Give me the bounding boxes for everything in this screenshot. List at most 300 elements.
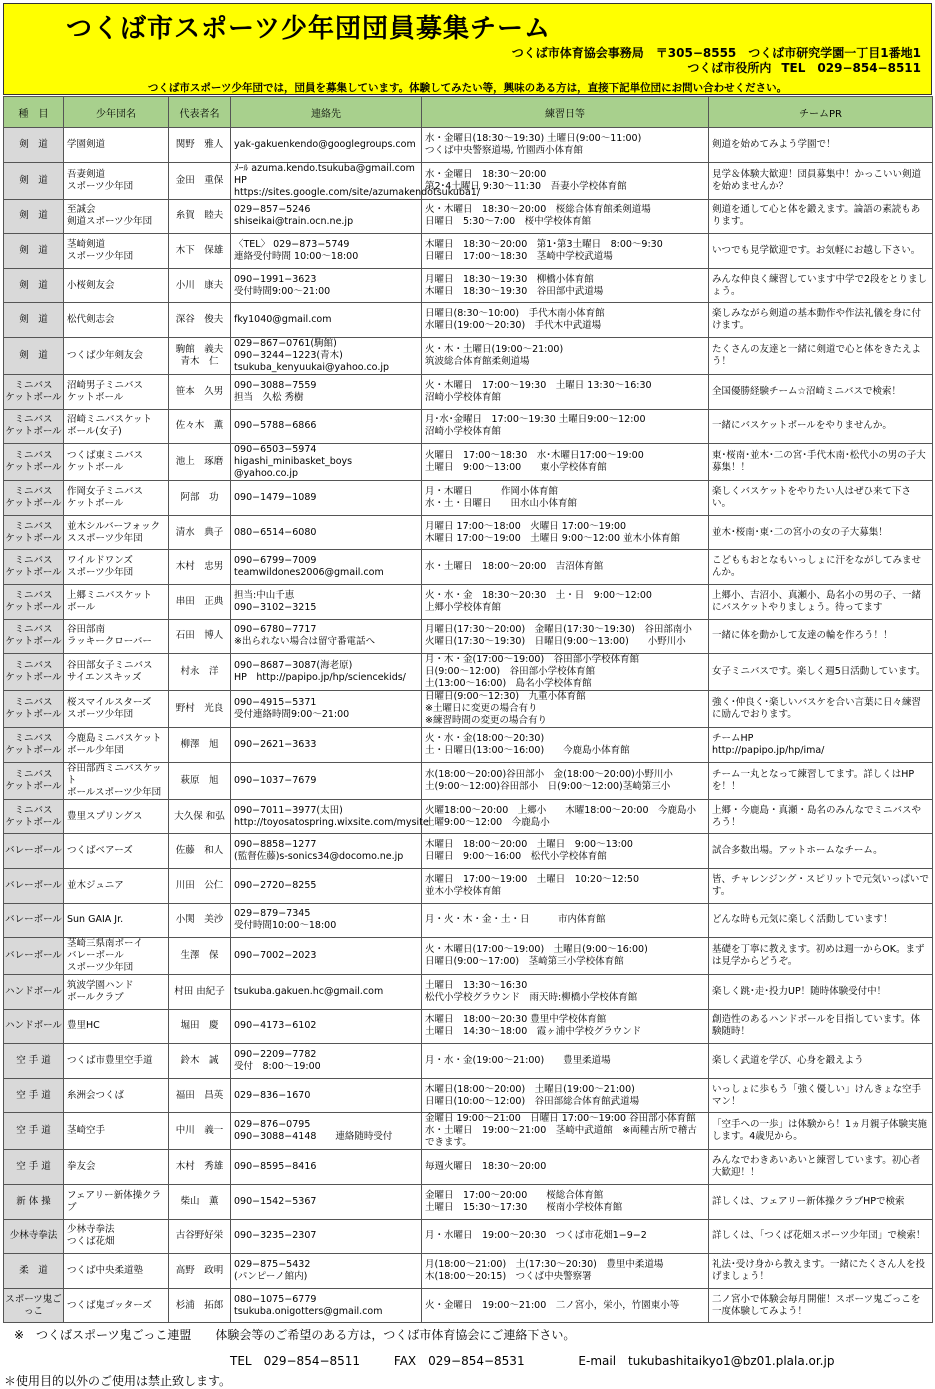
cell-practice bbox=[422, 938, 709, 975]
cell-contact-text: 090−4173−6102 bbox=[234, 1020, 317, 1032]
cell-contact bbox=[231, 550, 422, 585]
table-body bbox=[4, 128, 933, 1323]
cell-team bbox=[64, 762, 169, 799]
table-row bbox=[4, 1219, 933, 1254]
cell-contact bbox=[231, 162, 481, 199]
cell-contact bbox=[231, 337, 422, 374]
cell-pr-text: 東･桜南･並木･二の宮･手代木南･松代小の男の子大募集！！ bbox=[712, 450, 926, 474]
cell-representative bbox=[169, 1288, 231, 1323]
cell-team-text: 糸洲会つくば bbox=[67, 1089, 125, 1101]
cell-sport-text: ミニバス ケットボール bbox=[5, 660, 62, 684]
table-row bbox=[4, 337, 933, 374]
cell-contact-text: 090−6503−5974 higashi_minibasket_boys @yahoo.co.jp bbox=[234, 444, 353, 480]
cell-sport-text: ミニバス ケットボール bbox=[5, 450, 62, 474]
cell-sport-text: 少林寺拳法 bbox=[9, 1230, 58, 1242]
cell-sport-text: 空 手 道 bbox=[16, 1125, 51, 1137]
cell-pr bbox=[709, 1009, 933, 1044]
cell-sport bbox=[4, 1288, 64, 1323]
cell-practice-text: 月・火・木・金・土・日 市内体育館 bbox=[425, 914, 606, 926]
cell-team bbox=[64, 234, 169, 269]
cell-sport-text: ミニバス ケットボール bbox=[5, 697, 62, 721]
cell-pr bbox=[709, 619, 933, 654]
cell-practice bbox=[422, 268, 709, 303]
cell-practice bbox=[422, 1044, 709, 1079]
cell-practice-text: 水・金曜日 18:30〜20:00 第2･4土曜日 9:30〜11:30 吾妻小学校体育館 bbox=[425, 168, 627, 192]
cell-pr-text: たくさんの友達と一緒に剣道で心と体をきたえよう！ bbox=[712, 343, 922, 367]
cell-sport-text: 空 手 道 bbox=[16, 1055, 51, 1067]
cell-contact-text: fky1040@gmail.com bbox=[234, 314, 332, 326]
cell-representative-text: 杉浦 拓郎 bbox=[175, 1299, 224, 1311]
cell-practice-text: 日曜日(9:00〜12:30) 九重小体育館 ※土曜日に変更の場合有り ※練習時間の変更の場合有り bbox=[425, 691, 586, 727]
cell-sport bbox=[4, 691, 64, 728]
cell-practice bbox=[422, 728, 709, 763]
cell-representative bbox=[169, 799, 231, 834]
cell-pr bbox=[709, 1044, 933, 1079]
cell-contact bbox=[231, 975, 422, 1010]
cell-representative bbox=[169, 409, 231, 444]
cell-practice-text: 月・水・金(19:00〜21:00) 豊里柔道場 bbox=[425, 1055, 611, 1067]
cell-practice-text: 月・水曜日 19:00〜20:30 つくば市花畑1−9−2 bbox=[425, 1230, 647, 1242]
cell-contact-text: 090−5788−6866 bbox=[234, 420, 317, 432]
cell-pr-text: 皆、チャレンジング・スピリットで元気いっぱいです。 bbox=[712, 873, 929, 897]
intro-text: つくば市スポーツ少年団では，団員を募集しています。体験してみたい等，興味のある方は，直接下記単位団にお問い合わせください。 bbox=[147, 82, 788, 94]
cell-pr bbox=[709, 834, 933, 869]
cell-representative-text: 柳澤 旭 bbox=[180, 738, 219, 750]
cell-sport bbox=[4, 834, 64, 869]
cell-pr bbox=[709, 199, 933, 234]
cell-contact bbox=[231, 444, 422, 481]
cell-sport bbox=[4, 1044, 64, 1079]
cell-contact-text: 090−1542−5367 bbox=[234, 1195, 317, 1207]
cell-practice bbox=[422, 1219, 709, 1254]
cell-pr bbox=[709, 728, 933, 763]
cell-representative-text: 関野 雅人 bbox=[175, 138, 224, 150]
footer-tel: TEL 029−854−8511 bbox=[230, 1354, 361, 1368]
cell-pr-text: 一緒に体を動かして友達の輪を作ろう！！ bbox=[712, 630, 893, 642]
cell-team bbox=[64, 1113, 169, 1150]
cell-team-text: つくば市豊里空手道 bbox=[67, 1055, 153, 1067]
cell-pr-text: チーム一丸となって練習してます。詳しくはHPを！！ bbox=[712, 768, 915, 792]
cell-team-text: 並木ジュニア bbox=[67, 879, 124, 891]
cell-practice-text: 毎週火曜日 18:30〜20:00 bbox=[425, 1161, 547, 1173]
cell-sport bbox=[4, 1219, 64, 1254]
cell-contact bbox=[231, 691, 422, 728]
cell-contact bbox=[231, 619, 422, 654]
cell-sport bbox=[4, 903, 64, 938]
cell-contact-text: 029−879−7345 受付時間10:00〜18:00 bbox=[234, 908, 337, 932]
cell-practice-text: 月曜日(17:30〜20:00) 金曜日(17:30〜19:30) 谷田部南小 火曜日(17:30〜19:30) 日曜日(9:00〜13:00) 小野川小 bbox=[425, 624, 692, 648]
cell-representative-text: 村田 由紀子 bbox=[174, 985, 225, 997]
cell-sport-text: バレーボール bbox=[5, 879, 62, 891]
cell-practice bbox=[422, 515, 709, 550]
cell-representative bbox=[169, 550, 231, 585]
cell-contact-text: 080−1075−6779 tsukuba.onigotters@gmail.com bbox=[234, 1293, 383, 1317]
cell-team bbox=[64, 1288, 169, 1323]
cell-team-text: つくばベアーズ bbox=[67, 845, 133, 857]
cell-team-text: Sun GAIA Jr. bbox=[67, 914, 124, 926]
cell-representative bbox=[169, 128, 231, 163]
cell-pr bbox=[709, 444, 933, 481]
cell-pr-text: 楽しくバスケットをやりたい人はぜひ来て下さい。 bbox=[712, 485, 912, 509]
cell-representative bbox=[169, 834, 231, 869]
cell-representative-text: 石田 博人 bbox=[175, 630, 224, 642]
cell-representative-text: 深谷 俊夫 bbox=[175, 314, 224, 326]
cell-team-text: つくば少年剣友会 bbox=[67, 349, 144, 361]
cell-pr-text: みんな仲良く練習しています中学で2段をとりましょう。 bbox=[712, 273, 928, 297]
cell-team bbox=[64, 691, 169, 728]
cell-representative bbox=[169, 691, 231, 728]
table-row bbox=[4, 834, 933, 869]
cell-contact bbox=[231, 903, 422, 938]
cell-representative-text: 串田 正典 bbox=[175, 595, 224, 607]
cell-pr-text: 楽しみながら剣道の基本動作や作法礼儀を身に付けます。 bbox=[712, 308, 922, 332]
cell-sport bbox=[4, 128, 64, 163]
cell-practice bbox=[422, 444, 709, 481]
cell-team-text: 豊里HC bbox=[67, 1020, 100, 1032]
cell-team-text: 拳友会 bbox=[67, 1161, 96, 1173]
cell-representative bbox=[169, 1150, 231, 1185]
cell-practice bbox=[422, 1009, 709, 1044]
cell-representative-text: 池上 琢磨 bbox=[175, 456, 224, 468]
cell-contact bbox=[231, 834, 422, 869]
cell-contact bbox=[231, 268, 422, 303]
cell-sport bbox=[4, 1078, 64, 1113]
cell-sport-text: 剣 道 bbox=[19, 279, 48, 291]
cell-representative-text: 木村 秀雄 bbox=[175, 1161, 224, 1173]
table-row bbox=[4, 409, 933, 444]
cell-practice bbox=[422, 834, 709, 869]
cell-sport-text: ミニバス ケットボール bbox=[5, 520, 62, 544]
cell-representative-text: 生澤 保 bbox=[180, 950, 219, 962]
table-row bbox=[4, 903, 933, 938]
cell-pr-text: 剣道を通して心と体を鍛えます。論語の素読もあります。 bbox=[712, 204, 921, 228]
cell-sport bbox=[4, 162, 64, 199]
cell-practice-text: 月・木・金(17:00〜19:00) 谷田部小学校体育館 日(9:00〜12:00) 谷田部小学校体育館 土(13:00〜16:00) 島名小学校体育館 bbox=[425, 654, 640, 690]
cell-team-text: 吾妻剣道 スポーツ少年団 bbox=[67, 168, 134, 192]
cell-pr bbox=[709, 1254, 933, 1289]
cell-contact-text: 029−836−1670 bbox=[234, 1089, 311, 1101]
cell-representative bbox=[169, 728, 231, 763]
cell-contact-text: 090−8858−1277 (監督佐藤)s-sonics34@docomo.ne.jp bbox=[234, 839, 404, 863]
cell-representative-text: 木村 忠男 bbox=[175, 561, 224, 573]
cell-contact bbox=[231, 1288, 422, 1323]
cell-representative bbox=[169, 1009, 231, 1044]
cell-sport bbox=[4, 584, 64, 619]
cell-sport-text: ミニバス ケットボール bbox=[5, 555, 62, 579]
cell-sport-text: ミニバス ケットボール bbox=[5, 768, 62, 792]
cell-pr bbox=[709, 268, 933, 303]
cell-team-text: つくば鬼ゴッターズ bbox=[67, 1299, 152, 1311]
table-row bbox=[4, 762, 933, 799]
cell-pr bbox=[709, 1185, 933, 1220]
cell-practice bbox=[422, 654, 709, 691]
cell-pr bbox=[709, 162, 933, 199]
cell-team bbox=[64, 1150, 169, 1185]
cell-practice bbox=[422, 799, 709, 834]
cell-sport-text: 剣 道 bbox=[19, 138, 48, 150]
cell-representative bbox=[169, 234, 231, 269]
cell-practice-text: 日曜日(8:30〜10:00) 手代木南小体育館 水曜日(19:00〜20:30) 手代木中武道場 bbox=[425, 308, 605, 332]
cell-team bbox=[64, 584, 169, 619]
cell-pr-text: 一緒にバスケットボールをやりませんか。 bbox=[712, 420, 892, 432]
cell-contact-text: 090−1037−7679 bbox=[234, 774, 317, 786]
cell-practice-text: 土曜日 13:30〜16:30 松代小学校グラウンド 雨天時:柳橋小学校体育館 bbox=[425, 979, 638, 1003]
cell-practice-text: 水曜日 17:00〜19:00 土曜日 10:20〜12:50 並木小学校体育館 bbox=[425, 873, 640, 897]
cell-representative bbox=[169, 444, 231, 481]
organizer-office: つくば市役所内 bbox=[687, 61, 772, 75]
table-header-row bbox=[4, 97, 933, 128]
header-sport: 種 目 bbox=[4, 97, 64, 128]
cell-team-text: フェアリー新体操クラブ bbox=[67, 1189, 162, 1213]
header-banner bbox=[3, 3, 932, 95]
cell-representative bbox=[169, 654, 231, 691]
team-table bbox=[3, 96, 933, 1323]
cell-sport-text: 空 手 道 bbox=[16, 1089, 51, 1101]
cell-contact bbox=[231, 1044, 422, 1079]
cell-team bbox=[64, 1185, 169, 1220]
cell-contact-text: ﾒｰﾙ azuma.kendo.tsukuba@gmail.com HP https://sites.google.com/site/azumakendotsukuba1/ bbox=[234, 162, 481, 198]
footer-disclaimer: ＊使用目的以外のご使用は禁止致します。 bbox=[4, 1374, 232, 1388]
cell-pr-text: 剣道を始めてみよう学園で！ bbox=[712, 138, 836, 150]
cell-sport bbox=[4, 975, 64, 1010]
organizer-info bbox=[512, 46, 921, 76]
cell-representative-text: 柴山 薫 bbox=[180, 1195, 219, 1207]
cell-representative bbox=[169, 1044, 231, 1079]
cell-practice bbox=[422, 619, 709, 654]
cell-team bbox=[64, 550, 169, 585]
table-row bbox=[4, 481, 933, 516]
cell-practice bbox=[422, 337, 709, 374]
cell-contact-text: 担当:中山千恵 090−3102−3215 bbox=[234, 589, 317, 613]
table-row bbox=[4, 584, 933, 619]
cell-representative-text: 村永 洋 bbox=[180, 666, 219, 678]
cell-team bbox=[64, 1078, 169, 1113]
cell-representative bbox=[169, 1078, 231, 1113]
table-row bbox=[4, 1150, 933, 1185]
cell-contact-text: 029−875−5432 (パンピーノ館内) bbox=[234, 1259, 311, 1283]
cell-sport-text: ハンドボール bbox=[5, 985, 62, 997]
cell-pr bbox=[709, 1113, 933, 1150]
cell-representative-text: 駒館 義夫 青木 仁 bbox=[175, 343, 224, 367]
cell-sport bbox=[4, 1113, 64, 1150]
cell-sport bbox=[4, 199, 64, 234]
cell-contact-text: 090−6780−7717 ※出られない場合は留守番電話へ bbox=[234, 624, 375, 648]
cell-contact bbox=[231, 1113, 422, 1150]
cell-pr bbox=[709, 1150, 933, 1185]
table-row bbox=[4, 868, 933, 903]
cell-practice bbox=[422, 975, 709, 1010]
cell-contact-text: 080−6514−6080 bbox=[234, 526, 317, 538]
cell-contact-text: 090−2209−7782 受付 8:00〜19:00 bbox=[234, 1049, 321, 1073]
cell-practice-text: 火・木曜日 18:30〜20:00 桜総合体育館柔剣道場 日曜日 5:30〜7:00 桜中学校体育館 bbox=[425, 204, 651, 228]
cell-team-text: 今鹿島ミニバスケット ボール少年団 bbox=[67, 732, 162, 756]
cell-team-text: 筑波学園ハンド ボールクラブ bbox=[67, 979, 134, 1003]
cell-representative-text: 金田 重保 bbox=[175, 174, 224, 186]
cell-team-text: 谷田部南 ラッキークローバー bbox=[67, 624, 152, 648]
cell-representative-text: 萩原 旭 bbox=[180, 774, 219, 786]
cell-contact-text: 090−3088−7559 担当 久松 秀樹 bbox=[234, 379, 317, 403]
cell-practice-text: 木曜日(18:00〜20:00) 土曜日(19:00〜21:00) 日曜日(10:00〜12:00) 谷田部総合体育館武道場 bbox=[425, 1083, 640, 1107]
table-row bbox=[4, 619, 933, 654]
table-row bbox=[4, 162, 933, 199]
cell-team-text: 沼崎男子ミニバス ケットボール bbox=[67, 379, 144, 403]
cell-practice-text: 水(18:00〜20:00)谷田部小 金(18:00〜20:00)小野川小 土(9:00〜12:00)谷田部小 日(9:00〜12:00)茎崎第三小 bbox=[425, 768, 673, 792]
footer-email[interactable]: E-mail tukubashitaikyo1@bz01.plala.or.jp bbox=[578, 1354, 835, 1368]
cell-representative bbox=[169, 1185, 231, 1220]
cell-representative-text: 笹本 久男 bbox=[175, 385, 224, 397]
cell-practice-text: 月･水･金曜日 17:00〜19:30 土曜日9:00〜12:00 沼崎小学校体育館 bbox=[425, 414, 646, 438]
cell-sport-text: バレーボール bbox=[5, 845, 62, 857]
cell-team bbox=[64, 481, 169, 516]
cell-practice-text: 金曜日 19:00〜21:00 日曜日 17:00〜19:00 谷田部小体育館 水・土曜日 19:00〜21:00 茎崎中武道館 ※両種古所で稽古できます。 bbox=[425, 1113, 697, 1149]
cell-team bbox=[64, 654, 169, 691]
header-team: 少年団名 bbox=[64, 97, 169, 128]
cell-team-text: 作岡女子ミニバス ケットボール bbox=[67, 485, 144, 509]
cell-team-text: 茎崎三県南ボーイ バレーボール スポーツ少年団 bbox=[67, 938, 144, 974]
cell-contact bbox=[231, 799, 429, 834]
cell-representative-text: 高野 政明 bbox=[175, 1265, 224, 1277]
cell-team bbox=[64, 444, 169, 481]
cell-contact bbox=[231, 1185, 422, 1220]
table-row bbox=[4, 1009, 933, 1044]
cell-sport-text: 剣 道 bbox=[19, 349, 48, 361]
cell-practice-text: 水・金曜日(18:30〜19:30) 土曜日(9:00〜11:00) つくば中央警察道場, 竹園西小体育館 bbox=[425, 132, 642, 156]
table-row bbox=[4, 1078, 933, 1113]
cell-sport bbox=[4, 728, 64, 763]
cell-practice-text: 月曜日 17:00〜18:00 火曜日 17:00〜19:00 木曜日 17:00〜19:00 土曜日 9:00〜12:00 並木小体育館 bbox=[425, 520, 681, 544]
cell-pr-text: こどももおとなもいっしょに汗をながしてみませんか。 bbox=[712, 555, 922, 579]
cell-representative bbox=[169, 584, 231, 619]
cell-pr bbox=[709, 1078, 933, 1113]
table-row bbox=[4, 234, 933, 269]
cell-representative bbox=[169, 762, 231, 799]
cell-team-text: 桜スマイルスターズ スポーツ少年団 bbox=[67, 697, 152, 721]
cell-practice-text: 木曜日 18:00〜20:00 土曜日 9:00〜13:00 日曜日 9:00〜16:00 松代小学校体育館 bbox=[425, 839, 633, 863]
cell-sport bbox=[4, 762, 64, 799]
cell-representative bbox=[169, 1219, 231, 1254]
cell-pr bbox=[709, 799, 933, 834]
cell-contact-text: 090−8687−3087(海老原) HP http://papipo.jp/hp/sciencekids/ bbox=[234, 660, 406, 684]
cell-team bbox=[64, 1219, 169, 1254]
cell-pr bbox=[709, 303, 933, 338]
cell-pr-text: 並木･桜南･東･二の宮小の女の子大募集！ bbox=[712, 526, 888, 538]
cell-team bbox=[64, 162, 169, 199]
cell-contact-text: 090−7002−2023 bbox=[234, 950, 317, 962]
table-row bbox=[4, 1044, 933, 1079]
cell-team bbox=[64, 1044, 169, 1079]
cell-practice-text: 火・水・金 18:30〜20:30 土・日 9:00〜12:00 上郷小学校体育館 bbox=[425, 589, 652, 613]
cell-representative bbox=[169, 868, 231, 903]
cell-practice bbox=[422, 691, 709, 728]
cell-pr-text: どんな時も元気に楽しく活動しています！ bbox=[712, 914, 893, 926]
cell-sport bbox=[4, 550, 64, 585]
cell-practice bbox=[422, 1078, 709, 1113]
cell-sport bbox=[4, 1254, 64, 1289]
cell-sport bbox=[4, 654, 64, 691]
cell-practice-text: 月(18:00〜21:00) 土(17:30〜20:30) 豊里中柔道場 木(18:00〜20:15) つくば中央警察署 bbox=[425, 1259, 664, 1283]
cell-representative-text: 佐藤 和人 bbox=[175, 845, 224, 857]
cell-sport bbox=[4, 234, 64, 269]
cell-pr bbox=[709, 691, 933, 728]
cell-pr bbox=[709, 903, 933, 938]
table-row bbox=[4, 975, 933, 1010]
cell-pr bbox=[709, 938, 933, 975]
cell-team bbox=[64, 1009, 169, 1044]
cell-representative bbox=[169, 303, 231, 338]
cell-pr bbox=[709, 374, 933, 409]
cell-sport-text: ミニバス ケットボール bbox=[5, 732, 62, 756]
cell-sport bbox=[4, 374, 64, 409]
cell-representative bbox=[169, 619, 231, 654]
cell-pr-text: 女子ミニバスです。楽しく週5日活動しています。 bbox=[712, 666, 926, 678]
cell-pr bbox=[709, 515, 933, 550]
cell-contact-text: 090−3235−2307 bbox=[234, 1230, 317, 1242]
cell-contact bbox=[231, 1254, 422, 1289]
header-pr: チームPR bbox=[709, 97, 933, 128]
cell-team bbox=[64, 728, 169, 763]
cell-contact-text: 090−2621−3633 bbox=[234, 738, 317, 750]
cell-sport-text: 剣 道 bbox=[19, 174, 48, 186]
cell-team-text: 並木シルバーフォック ススポーツ少年団 bbox=[67, 520, 161, 544]
cell-team-text: 茎崎剣道 スポーツ少年団 bbox=[67, 238, 134, 262]
cell-pr-text: 上郷・今鹿島・真瀬・島名のみんなでミニバスやろう！ bbox=[712, 804, 922, 828]
cell-sport bbox=[4, 268, 64, 303]
cell-pr-text: みんなでわきあいあいと練習しています。初心者大歓迎！！ bbox=[712, 1155, 921, 1179]
cell-practice bbox=[422, 868, 709, 903]
cell-pr bbox=[709, 1288, 933, 1323]
organizer-tel: TEL 029−854−8511 bbox=[781, 61, 921, 75]
cell-contact bbox=[231, 409, 422, 444]
cell-team bbox=[64, 515, 169, 550]
cell-representative-text: 福田 昌英 bbox=[175, 1089, 224, 1101]
cell-practice bbox=[422, 903, 709, 938]
cell-practice bbox=[422, 128, 709, 163]
cell-contact bbox=[231, 481, 422, 516]
cell-contact bbox=[231, 515, 422, 550]
table-row bbox=[4, 550, 933, 585]
cell-sport bbox=[4, 515, 64, 550]
cell-pr-text: いつでも見学歓迎です。お気軽にお越し下さい。 bbox=[712, 244, 921, 256]
table-row bbox=[4, 303, 933, 338]
footer-contact bbox=[230, 1352, 834, 1369]
cell-representative bbox=[169, 374, 231, 409]
cell-pr-text: 「空手への一歩」は体験から！1ヵ月親子体験実施します。4歳児から。 bbox=[712, 1119, 928, 1143]
cell-team-text: 谷田部女子ミニバス サイエンスキッズ bbox=[67, 660, 153, 684]
cell-sport-text: ミニバス ケットボール bbox=[5, 379, 62, 403]
cell-practice bbox=[422, 1150, 709, 1185]
cell-practice bbox=[422, 374, 709, 409]
cell-sport bbox=[4, 409, 64, 444]
cell-practice-text: 火曜18:00〜20:00 上郷小 木曜18:00〜20:00 今鹿島小 土曜9:00〜12:00 今鹿島小 bbox=[425, 804, 697, 828]
cell-practice bbox=[422, 1185, 709, 1220]
cell-representative-text: 古谷野好栄 bbox=[175, 1230, 224, 1242]
cell-contact bbox=[231, 199, 422, 234]
cell-pr bbox=[709, 337, 933, 374]
cell-contact-text: tsukuba.gakuen.hc@gmail.com bbox=[234, 985, 384, 997]
cell-pr bbox=[709, 481, 933, 516]
table-row bbox=[4, 444, 933, 481]
cell-contact-text: 090−6799−7009 teamwildones2006@gmail.com bbox=[234, 555, 384, 579]
cell-practice-text: 火・水・金(18:00〜20:30) 土・日曜日(13:00〜16:00) 今鹿島小体育館 bbox=[425, 732, 630, 756]
table-row bbox=[4, 1288, 933, 1323]
cell-team-text: 沼崎ミニバスケット ボール(女子) bbox=[67, 414, 153, 438]
cell-contact bbox=[231, 728, 422, 763]
cell-contact-text: 090−2720−8255 bbox=[234, 879, 317, 891]
table-row bbox=[4, 799, 933, 834]
cell-team bbox=[64, 903, 169, 938]
cell-practice-text: 火曜日 17:00〜18:30 水･木曜日17:00〜19:00 土曜日 9:00〜13:00 東小学校体育館 bbox=[425, 450, 644, 474]
cell-team-text: つくば東ミニバス ケットボール bbox=[67, 450, 144, 474]
